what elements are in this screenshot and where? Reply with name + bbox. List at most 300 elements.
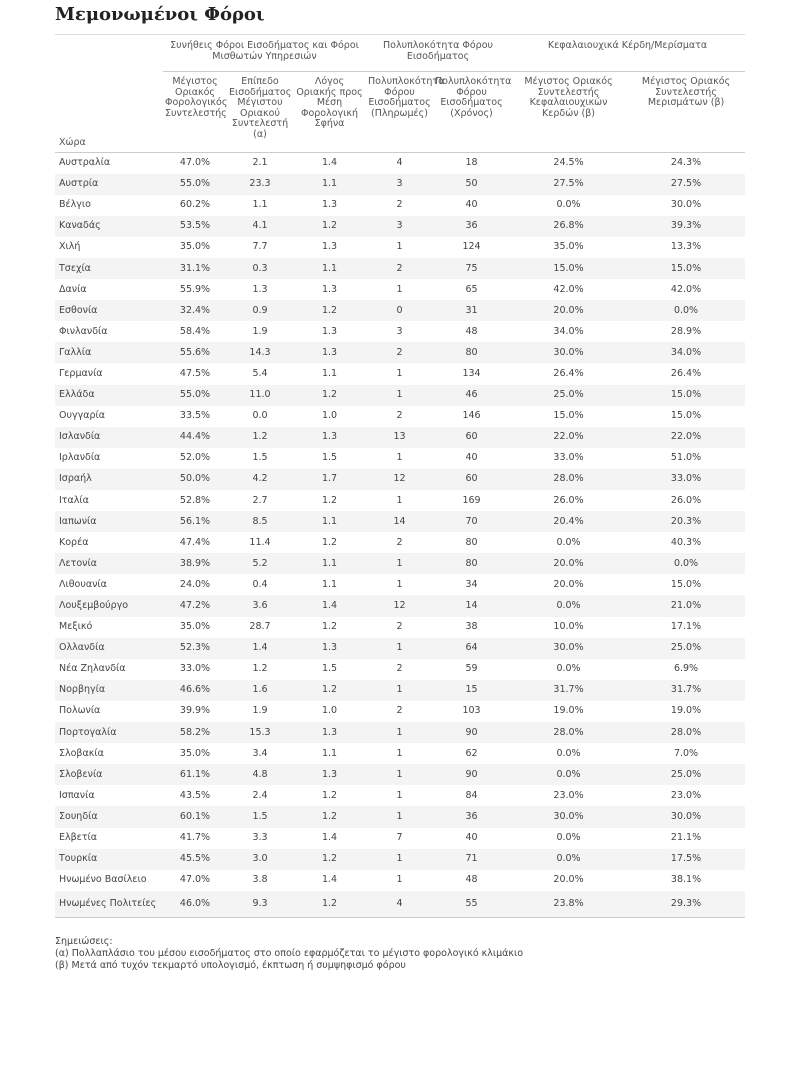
- table-row: [55, 785, 745, 806]
- complexity-payments-cell: 2: [366, 258, 433, 279]
- country-cell: Ισπανία: [59, 789, 95, 801]
- income-threshold-cell: 3.0: [227, 849, 293, 870]
- dividends-rate-cell: 28.0%: [627, 722, 745, 743]
- country-cell: Ισραήλ: [55, 469, 163, 490]
- complexity-payments-cell: 12: [366, 469, 433, 490]
- dividends-rate-cell: 42.0%: [670, 283, 702, 295]
- complexity-payments-cell: 3: [396, 325, 403, 337]
- complexity-payments-cell: 3: [366, 216, 433, 237]
- complexity-payments-cell: 1: [366, 553, 433, 574]
- complexity-payments-cell: 1: [366, 722, 433, 743]
- capital-gains-rate-cell: 33.0%: [553, 452, 584, 464]
- capital-gains-rate-cell: 20.0%: [510, 300, 627, 321]
- note-a: (α) Πολλαπλάσιο του μέσου εισοδήματος στο οποίο εφαρμόζεται το μέγιστο φορολογικό κλιμάκιο: [55, 948, 524, 959]
- income-threshold-cell: 3.8: [252, 874, 268, 886]
- income-threshold-cell: 1.6: [227, 680, 293, 701]
- table-row: [55, 574, 745, 595]
- top-marginal-rate-cell: 52.8%: [179, 494, 211, 506]
- capital-gains-rate-cell: 23.8%: [510, 891, 627, 918]
- dividends-rate-cell: 7.0%: [673, 747, 699, 759]
- complexity-payments-cell: 2: [396, 621, 403, 633]
- dividends-rate-cell: 25.0%: [627, 638, 745, 659]
- table-row: [55, 701, 745, 722]
- capital-gains-rate-cell: 0.0%: [556, 832, 581, 844]
- wedge-ratio-cell: 1.3: [293, 427, 366, 448]
- income-threshold-cell: 2.7: [252, 494, 268, 506]
- complexity-payments-cell: 1: [366, 638, 433, 659]
- table-row: [55, 806, 745, 827]
- country-cell: Κορέα: [59, 536, 89, 548]
- wedge-ratio-cell: 1.7: [293, 469, 366, 490]
- complexity-payments-cell: 1: [366, 849, 433, 870]
- country-cell: Σλοβενία: [55, 764, 163, 785]
- wedge-ratio-cell: 1.3: [293, 722, 366, 743]
- wedge-ratio-cell: 1.4: [293, 595, 366, 616]
- top-marginal-rate-cell: 56.1%: [163, 511, 227, 532]
- complexity-payments-cell: 2: [396, 663, 403, 675]
- top-marginal-rate-cell: 32.4%: [163, 300, 227, 321]
- top-marginal-rate-cell: 43.5%: [179, 789, 211, 801]
- country-cell: Λιθουανία: [59, 578, 107, 590]
- complexity-payments-cell: 1: [366, 680, 433, 701]
- table-row: [55, 279, 745, 300]
- capital-gains-rate-cell: 0.0%: [556, 536, 581, 548]
- dividends-rate-cell: 15.0%: [627, 258, 745, 279]
- table-row: [55, 216, 745, 237]
- complexity-time-cell: 103: [462, 705, 481, 717]
- table-row: [55, 321, 745, 342]
- dividends-rate-cell: 15.0%: [670, 578, 702, 590]
- dividends-rate-cell: 17.5%: [627, 849, 745, 870]
- complexity-time-cell: 124: [462, 241, 481, 253]
- income-threshold-cell: 28.7: [249, 621, 271, 633]
- capital-gains-rate-cell: 22.0%: [510, 427, 627, 448]
- capital-gains-rate-cell: 19.0%: [553, 705, 584, 717]
- top-marginal-rate-cell: 35.0%: [179, 241, 211, 253]
- top-marginal-rate-cell: 61.1%: [163, 764, 227, 785]
- table-row: [55, 638, 745, 659]
- complexity-payments-cell: 13: [366, 427, 433, 448]
- capital-gains-rate-cell: 30.0%: [510, 806, 627, 827]
- capital-gains-rate-cell: 34.0%: [553, 325, 584, 337]
- country-cell: Αυστρία: [55, 174, 163, 195]
- capital-gains-rate-cell: 15.0%: [510, 258, 627, 279]
- column-header-capital-gains-rate: Μέγιστος Οριακός Συντελεστής Κεφαλαιουχικών Κερδών (β): [510, 72, 627, 153]
- income-threshold-cell: 1.3: [252, 283, 268, 295]
- top-marginal-rate-cell: 38.9%: [163, 553, 227, 574]
- complexity-payments-cell: 1: [396, 367, 403, 379]
- dividends-rate-cell: 27.5%: [627, 174, 745, 195]
- wedge-ratio-cell: 1.4: [321, 874, 338, 886]
- country-cell: Ισλανδία: [55, 427, 163, 448]
- dividends-rate-cell: 15.0%: [627, 385, 745, 406]
- capital-gains-rate-cell: 31.7%: [510, 680, 627, 701]
- wedge-ratio-cell: 1.2: [321, 494, 338, 506]
- dividends-rate-cell: 39.3%: [627, 216, 745, 237]
- wedge-ratio-cell: 1.3: [293, 342, 366, 363]
- country-cell: Πολωνία: [59, 705, 101, 717]
- wedge-ratio-cell: 1.2: [321, 789, 338, 801]
- country-cell: Μεξικό: [59, 621, 93, 633]
- table-row: [55, 427, 745, 448]
- capital-gains-rate-cell: 15.0%: [553, 410, 584, 422]
- country-cell: Λετονία: [55, 553, 163, 574]
- group-header-capital-gains: Κεφαλαιουχικά Κέρδη/Μερίσματα: [510, 36, 745, 72]
- dividends-rate-cell: 25.0%: [627, 764, 745, 785]
- complexity-payments-cell: 4: [396, 157, 403, 169]
- complexity-payments-cell: 12: [366, 595, 433, 616]
- income-threshold-cell: 15.3: [227, 722, 293, 743]
- top-marginal-rate-cell: 31.1%: [163, 258, 227, 279]
- capital-gains-rate-cell: 28.0%: [510, 722, 627, 743]
- dividends-rate-cell: 30.0%: [670, 199, 702, 211]
- complexity-payments-cell: 1: [366, 764, 433, 785]
- dividends-rate-cell: 29.3%: [627, 891, 745, 918]
- capital-gains-rate-cell: 27.5%: [510, 174, 627, 195]
- top-marginal-rate-cell: 47.2%: [163, 595, 227, 616]
- income-threshold-cell: 3.4: [252, 747, 268, 759]
- top-marginal-rate-cell: 45.5%: [163, 849, 227, 870]
- income-threshold-cell: 11.4: [249, 536, 271, 548]
- country-cell: Ιταλία: [59, 494, 89, 506]
- complexity-payments-cell: 2: [396, 536, 403, 548]
- income-threshold-cell: 3.6: [227, 595, 293, 616]
- top-marginal-rate-cell: 47.5%: [179, 367, 211, 379]
- country-cell: Ολλανδία: [55, 638, 163, 659]
- complexity-time-cell: 40: [465, 452, 478, 464]
- income-threshold-cell: 0.3: [227, 258, 293, 279]
- dividends-rate-cell: 0.0%: [627, 553, 745, 574]
- wedge-ratio-cell: 1.1: [321, 578, 338, 590]
- wedge-ratio-cell: 1.3: [321, 241, 338, 253]
- capital-gains-rate-cell: 20.0%: [553, 874, 584, 886]
- country-cell: Σλοβακία: [59, 747, 104, 759]
- top-marginal-rate-cell: 55.6%: [163, 342, 227, 363]
- top-marginal-rate-cell: 58.4%: [179, 325, 211, 337]
- country-cell: Γαλλία: [55, 342, 163, 363]
- complexity-time-cell: 75: [433, 258, 510, 279]
- country-cell: Ελβετία: [59, 832, 98, 844]
- income-threshold-cell: 1.1: [252, 199, 268, 211]
- wedge-ratio-cell: 1.4: [321, 157, 338, 169]
- top-marginal-rate-cell: 39.9%: [179, 705, 211, 717]
- table-row: [55, 680, 745, 701]
- table-row: [55, 532, 745, 553]
- country-cell: Λουξεμβούργο: [55, 595, 163, 616]
- table-row: [55, 448, 745, 469]
- top-marginal-rate-cell: 60.2%: [179, 199, 211, 211]
- income-threshold-cell: 4.2: [227, 469, 293, 490]
- complexity-time-cell: 55: [433, 891, 510, 918]
- capital-gains-rate-cell: 0.0%: [556, 747, 581, 759]
- income-threshold-cell: 5.4: [252, 367, 268, 379]
- complexity-time-cell: 15: [433, 680, 510, 701]
- top-marginal-rate-cell: 52.0%: [179, 452, 211, 464]
- country-cell: Ελλάδα: [55, 385, 163, 406]
- top-marginal-rate-cell: 33.5%: [179, 410, 211, 422]
- top-marginal-rate-cell: 53.5%: [163, 216, 227, 237]
- table-row: [55, 300, 745, 321]
- complexity-payments-cell: 1: [396, 283, 403, 295]
- complexity-payments-cell: 1: [366, 385, 433, 406]
- capital-gains-rate-cell: 26.0%: [553, 494, 584, 506]
- capital-gains-rate-cell: 0.0%: [556, 199, 581, 211]
- complexity-time-cell: 14: [433, 595, 510, 616]
- complexity-time-cell: 46: [433, 385, 510, 406]
- complexity-time-cell: 34: [465, 578, 478, 590]
- dividends-rate-cell: 28.9%: [670, 325, 702, 337]
- complexity-time-cell: 62: [465, 747, 478, 759]
- wedge-ratio-cell: 1.1: [293, 553, 366, 574]
- income-threshold-cell: 4.8: [227, 764, 293, 785]
- complexity-time-cell: 48: [465, 874, 478, 886]
- country-cell: Καναδάς: [55, 216, 163, 237]
- complexity-payments-cell: 2: [396, 705, 403, 717]
- table-row: [55, 406, 745, 427]
- top-marginal-rate-cell: 46.0%: [163, 891, 227, 918]
- column-header-country: Χώρα: [55, 72, 163, 153]
- wedge-ratio-cell: 1.4: [321, 832, 338, 844]
- income-threshold-cell: 1.5: [227, 806, 293, 827]
- complexity-time-cell: 71: [433, 849, 510, 870]
- complexity-time-cell: 48: [465, 325, 478, 337]
- income-threshold-cell: 2.1: [252, 157, 268, 169]
- wedge-ratio-cell: 1.1: [293, 511, 366, 532]
- complexity-time-cell: 50: [433, 174, 510, 195]
- individual-taxes-table: [55, 36, 745, 918]
- complexity-time-cell: 169: [462, 494, 481, 506]
- country-cell: Ουγγαρία: [59, 410, 105, 422]
- top-marginal-rate-cell: 47.0%: [179, 157, 211, 169]
- group-header-complexity: Πολυπλοκότητα Φόρου Εισοδήματος: [366, 36, 510, 72]
- capital-gains-rate-cell: 20.4%: [510, 511, 627, 532]
- top-marginal-rate-cell: 24.0%: [179, 578, 211, 590]
- income-threshold-cell: 1.2: [227, 427, 293, 448]
- page-title: Μεμονωμένοι Φόροι: [55, 4, 265, 25]
- wedge-ratio-cell: 1.3: [321, 199, 338, 211]
- complexity-payments-cell: 1: [396, 494, 403, 506]
- dividends-rate-cell: 17.1%: [670, 621, 702, 633]
- complexity-time-cell: 60: [433, 469, 510, 490]
- wedge-ratio-cell: 1.3: [293, 764, 366, 785]
- top-marginal-rate-cell: 47.4%: [179, 536, 211, 548]
- capital-gains-rate-cell: 0.0%: [510, 849, 627, 870]
- dividends-rate-cell: 19.0%: [670, 705, 702, 717]
- table-row: [55, 849, 745, 870]
- top-marginal-rate-cell: 55.9%: [179, 283, 211, 295]
- complexity-time-cell: 64: [433, 638, 510, 659]
- complexity-payments-cell: 1: [396, 241, 403, 253]
- complexity-time-cell: 80: [465, 536, 478, 548]
- wedge-ratio-cell: 1.2: [293, 385, 366, 406]
- capital-gains-rate-cell: 24.5%: [553, 157, 584, 169]
- table-row: [55, 385, 745, 406]
- dividends-rate-cell: 33.0%: [627, 469, 745, 490]
- country-cell: Δανία: [59, 283, 87, 295]
- capital-gains-rate-cell: 20.0%: [510, 553, 627, 574]
- wedge-ratio-cell: 1.2: [293, 806, 366, 827]
- complexity-payments-cell: 1: [396, 874, 403, 886]
- complexity-payments-cell: 3: [366, 174, 433, 195]
- wedge-ratio-cell: 1.0: [321, 410, 338, 422]
- complexity-time-cell: 134: [462, 367, 481, 379]
- dividends-rate-cell: 0.0%: [627, 300, 745, 321]
- complexity-time-cell: 84: [465, 789, 478, 801]
- capital-gains-rate-cell: 0.0%: [510, 764, 627, 785]
- column-header-wedge-ratio: Λόγος Οριακής προς Μέση Φορολογική Σφήνα: [293, 72, 366, 153]
- table-row: [55, 743, 745, 764]
- wedge-ratio-cell: 1.3: [293, 638, 366, 659]
- dividends-rate-cell: 20.3%: [627, 511, 745, 532]
- capital-gains-rate-cell: 42.0%: [553, 283, 584, 295]
- table-row: [55, 342, 745, 363]
- wedge-ratio-cell: 1.1: [293, 174, 366, 195]
- wedge-ratio-cell: 1.2: [293, 849, 366, 870]
- complexity-time-cell: 59: [465, 663, 478, 675]
- complexity-payments-cell: 1: [396, 578, 403, 590]
- dividends-rate-cell: 24.3%: [670, 157, 702, 169]
- complexity-time-cell: 36: [433, 216, 510, 237]
- capital-gains-rate-cell: 30.0%: [510, 342, 627, 363]
- capital-gains-rate-cell: 20.0%: [553, 578, 584, 590]
- country-cell: Τσεχία: [55, 258, 163, 279]
- country-cell: Τουρκία: [55, 849, 163, 870]
- capital-gains-rate-cell: 28.0%: [510, 469, 627, 490]
- capital-gains-rate-cell: 10.0%: [553, 621, 584, 633]
- dividends-rate-cell: 23.0%: [670, 789, 702, 801]
- dividends-rate-cell: 34.0%: [627, 342, 745, 363]
- dividends-rate-cell: 40.3%: [670, 536, 702, 548]
- capital-gains-rate-cell: 0.0%: [556, 663, 581, 675]
- complexity-time-cell: 60: [433, 427, 510, 448]
- country-cell: Εσθονία: [55, 300, 163, 321]
- wedge-ratio-cell: 1.2: [293, 216, 366, 237]
- capital-gains-rate-cell: 25.0%: [510, 385, 627, 406]
- column-header-income-threshold: Επίπεδο Εισοδήματος Μέγιστου Οριακού Συντελεστή (α): [227, 72, 293, 153]
- group-header-empty: [55, 36, 163, 72]
- table-row: [55, 659, 745, 680]
- wedge-ratio-cell: 1.1: [321, 367, 338, 379]
- country-cell: Πορτογαλία: [55, 722, 163, 743]
- column-header-top-marginal-rate: Μέγιστος Οριακός Φορολογικός Συντελεστής: [163, 72, 227, 153]
- income-threshold-cell: 5.2: [227, 553, 293, 574]
- complexity-payments-cell: 1: [396, 452, 403, 464]
- dividends-rate-cell: 51.0%: [670, 452, 702, 464]
- country-cell: Ιρλανδία: [59, 452, 101, 464]
- table-row: [55, 617, 745, 638]
- complexity-time-cell: 18: [465, 157, 478, 169]
- income-threshold-cell: 3.3: [252, 832, 268, 844]
- capital-gains-rate-cell: 0.0%: [510, 595, 627, 616]
- dividends-rate-cell: 26.0%: [670, 494, 702, 506]
- dividends-rate-cell: 6.9%: [673, 663, 699, 675]
- complexity-payments-cell: 1: [366, 806, 433, 827]
- country-cell: Νορβηγία: [55, 680, 163, 701]
- country-cell: Βέλγιο: [59, 199, 91, 211]
- top-marginal-rate-cell: 41.7%: [179, 832, 211, 844]
- complexity-time-cell: 90: [433, 722, 510, 743]
- dividends-rate-cell: 30.0%: [627, 806, 745, 827]
- table-row: [55, 511, 745, 532]
- complexity-time-cell: 38: [465, 621, 478, 633]
- notes-heading: Σημειώσεις:: [55, 936, 113, 947]
- country-cell: Νέα Ζηλανδία: [59, 663, 126, 675]
- table-row: [55, 258, 745, 279]
- top-marginal-rate-cell: 44.4%: [163, 427, 227, 448]
- country-cell: Ηνωμένο Βασίλειο: [59, 874, 147, 886]
- wedge-ratio-cell: 1.2: [321, 536, 338, 548]
- table-row: [55, 828, 745, 849]
- top-marginal-rate-cell: 52.3%: [163, 638, 227, 659]
- complexity-time-cell: 65: [465, 283, 478, 295]
- complexity-payments-cell: 2: [396, 199, 403, 211]
- income-threshold-cell: 1.5: [252, 452, 268, 464]
- column-header-complexity-time: Πολυπλοκότητα Φόρου Εισοδήματος (Χρόνος): [433, 72, 510, 153]
- table-row: [55, 363, 745, 384]
- dividends-rate-cell: 26.4%: [670, 367, 702, 379]
- table-row: [55, 595, 745, 616]
- dividends-rate-cell: 15.0%: [670, 410, 702, 422]
- wedge-ratio-cell: 1.2: [293, 891, 366, 918]
- complexity-payments-cell: 4: [366, 891, 433, 918]
- complexity-payments-cell: 2: [366, 342, 433, 363]
- complexity-time-cell: 36: [433, 806, 510, 827]
- title-divider: [55, 34, 745, 35]
- complexity-time-cell: 40: [465, 199, 478, 211]
- table-row: [55, 469, 745, 490]
- income-threshold-cell: 0.9: [227, 300, 293, 321]
- notes-section: [55, 936, 745, 972]
- complexity-time-cell: 80: [433, 342, 510, 363]
- income-threshold-cell: 0.4: [252, 578, 268, 590]
- capital-gains-rate-cell: 30.0%: [510, 638, 627, 659]
- country-cell: Φινλανδία: [59, 325, 108, 337]
- top-marginal-rate-cell: 55.0%: [163, 385, 227, 406]
- income-threshold-cell: 1.4: [227, 638, 293, 659]
- country-cell: Ιαπωνία: [55, 511, 163, 532]
- income-threshold-cell: 7.7: [252, 241, 268, 253]
- top-marginal-rate-cell: 60.1%: [163, 806, 227, 827]
- dividends-rate-cell: 21.0%: [627, 595, 745, 616]
- wedge-ratio-cell: 1.1: [293, 258, 366, 279]
- complexity-payments-cell: 7: [396, 832, 403, 844]
- income-threshold-cell: 2.4: [252, 789, 268, 801]
- wedge-ratio-cell: 1.2: [321, 621, 338, 633]
- country-cell: Αυστραλία: [59, 157, 111, 169]
- wedge-ratio-cell: 1.1: [321, 747, 338, 759]
- top-marginal-rate-cell: 35.0%: [179, 621, 211, 633]
- complexity-time-cell: 146: [462, 410, 481, 422]
- table-row: [55, 891, 745, 918]
- wedge-ratio-cell: 1.2: [293, 680, 366, 701]
- top-marginal-rate-cell: 55.0%: [163, 174, 227, 195]
- complexity-time-cell: 90: [433, 764, 510, 785]
- income-threshold-cell: 23.3: [227, 174, 293, 195]
- complexity-payments-cell: 14: [366, 511, 433, 532]
- wedge-ratio-cell: 1.2: [293, 300, 366, 321]
- top-marginal-rate-cell: 47.0%: [179, 874, 211, 886]
- top-marginal-rate-cell: 58.2%: [163, 722, 227, 743]
- income-threshold-cell: 1.9: [252, 325, 268, 337]
- wedge-ratio-cell: 1.5: [321, 452, 338, 464]
- table-row: [55, 174, 745, 195]
- income-threshold-cell: 9.3: [227, 891, 293, 918]
- income-threshold-cell: 1.9: [252, 705, 268, 717]
- dividends-rate-cell: 13.3%: [670, 241, 702, 253]
- complexity-time-cell: 31: [433, 300, 510, 321]
- dividends-rate-cell: 21.1%: [670, 832, 702, 844]
- country-cell: Γερμανία: [59, 367, 103, 379]
